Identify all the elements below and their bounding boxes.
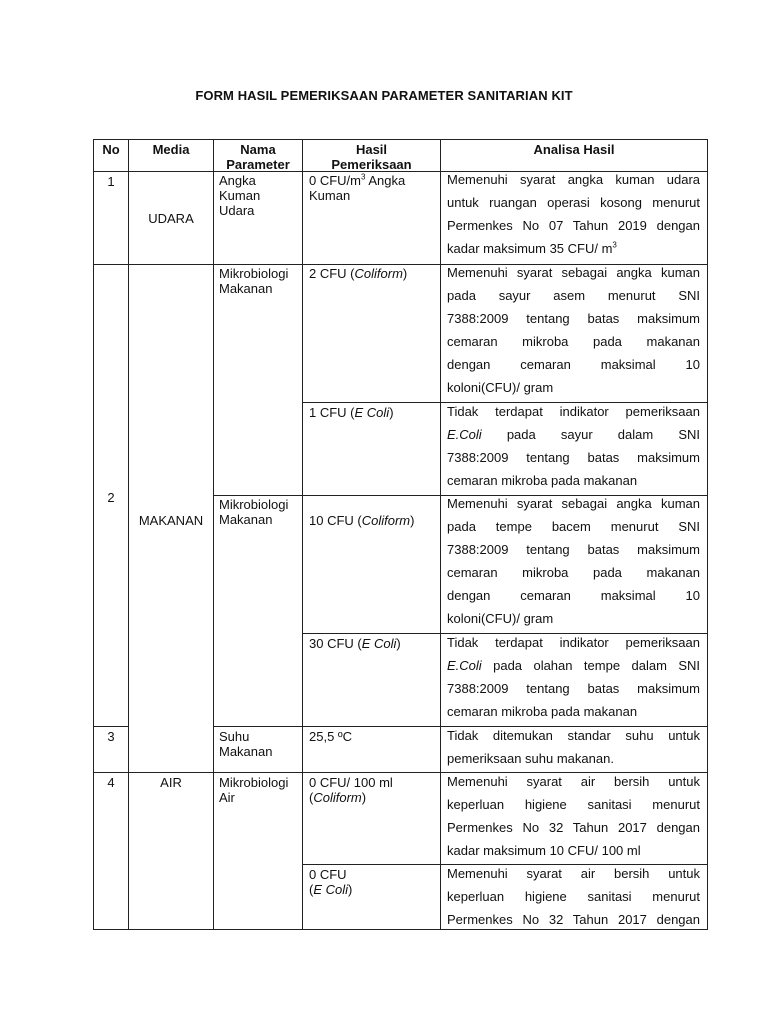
row2c-analisa: Memenuhi syarat sebagai angka kuman pada tempe bacem menurut SNI 7388:2009 tentang batas maksimum cemaran mikroba pada makanan dengan cemaran maksimal 10 koloni(CFU)/ gram — [447, 496, 700, 626]
header-media: Media — [152, 142, 190, 157]
row2-no: 2 — [107, 490, 115, 505]
row4-no: 4 — [107, 775, 115, 790]
row3-analisa: Tidak ditemukan standar suhu untuk pemeriksaan suhu makanan. — [447, 728, 700, 766]
row3-no: 3 — [107, 729, 115, 744]
header-hasil-pemeriksaan: Hasil Pemeriksaan — [331, 142, 412, 172]
header-analisa-hasil: Analisa Hasil — [533, 142, 615, 157]
row3-parameter: Suhu Makanan — [219, 729, 273, 759]
row4-hasil: 0 CFU/ 100 ml (Coliform) — [309, 775, 393, 805]
row4-media: AIR — [160, 775, 182, 790]
row4b-analisa: Memenuhi syarat air bersih untuk keperluan higiene sanitasi menurut Permenkes No 32 Tahun 2017 dengan — [447, 866, 700, 927]
row2c-parameter: Mikrobiologi Makanan — [219, 497, 289, 527]
row2c-hasil: 10 CFU (Coliform) — [309, 513, 415, 528]
row4b-hasil: 0 CFU (E Coli) — [309, 867, 353, 897]
row2a-hasil: 2 CFU (Coliform) — [309, 266, 408, 281]
row1-hasil: 0 CFU/$m^3$ Angka Kuman — [309, 172, 406, 203]
row2b-hasil: 1 CFU (E Coli) — [309, 405, 394, 420]
row4-analisa: Memenuhi syarat air bersih untuk keperluan higiene sanitasi menurut Permenkes No 32 Tahun 2017 dengan kadar maksimum 10 CFU/ 100 ml — [447, 774, 700, 858]
row2b-analisa: Tidak terdapat indikator pemeriksaan E.Coli pada sayur dalam SNI 7388:2009 tentang batas maksimum cemaran mikroba pada makanan — [447, 404, 700, 488]
header-no: No — [102, 142, 120, 157]
row1-media: UDARA — [148, 211, 194, 226]
row1-no: 1 — [107, 174, 115, 189]
header-nama-parameter: Nama Parameter — [226, 142, 290, 172]
row1-parameter: Angka Kuman Udara — [219, 173, 261, 218]
row2d-hasil: 30 CFU (E Coli) — [309, 636, 401, 651]
row2a-analisa: Memenuhi syarat sebagai angka kuman pada sayur asem menurut SNI 7388:2009 tentang batas maksimum cemaran mikroba pada makanan dengan cemaran maksimal 10 koloni(CFU)/ gram — [447, 265, 700, 395]
row4-parameter: Mikrobiologi Air — [219, 775, 289, 805]
row1-analisa: Memenuhi syarat angka kuman udara untuk ruangan operasi kosong menurut Permenkes No 07 Tahun 2019 dengan kadar maksimum 35 CFU/ $m^3$ — [447, 172, 700, 256]
row2-media: MAKANAN — [138, 513, 204, 528]
document-title: FORM HASIL PEMERIKSAAN PARAMETER SANITARIAN KIT — [195, 88, 573, 103]
row2a-parameter: Mikrobiologi Makanan — [219, 266, 289, 296]
row3-hasil: 25,5 ºC — [309, 729, 353, 744]
row2d-analisa: Tidak terdapat indikator pemeriksaan E.Coli pada olahan tempe dalam SNI 7388:2009 tentang batas maksimum cemaran mikroba pada makanan — [447, 635, 700, 719]
